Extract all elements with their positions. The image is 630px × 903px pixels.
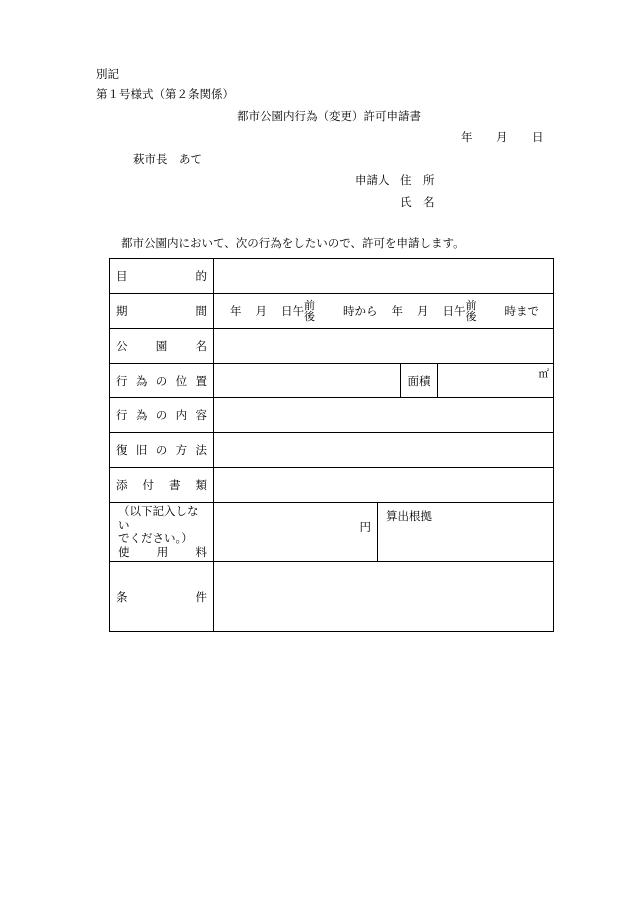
period-end-am: 前 (465, 299, 477, 312)
yen-unit: 円 (359, 520, 371, 534)
fee-basis-label: 算出根拠 (386, 509, 432, 523)
date-month-label: 月 (496, 130, 508, 144)
row-purpose (110, 259, 554, 294)
park-name-label-char: 公 (116, 339, 128, 353)
period-label-char: 間 (195, 304, 207, 318)
appendix-label: 別記 (96, 67, 119, 81)
fee-label-char: 使 (118, 544, 130, 559)
location-label-cell (110, 364, 214, 398)
content-label-char: 行 (116, 408, 128, 422)
fee-label-char: 用 (156, 544, 169, 559)
park-name-label-char: 名 (195, 339, 207, 353)
area-label: 面積 (401, 364, 438, 398)
date-day-label: 日 (532, 130, 544, 144)
period-end-pm: 後 (465, 310, 477, 323)
park-name-label-char: 園 (155, 339, 168, 353)
park-name-field[interactable] (214, 329, 554, 364)
area-field[interactable] (438, 364, 554, 398)
restoration-label-cell (110, 433, 214, 468)
location-label-char: 置 (195, 373, 207, 388)
period-end-year: 年 (391, 304, 403, 318)
attachments-field[interactable] (214, 468, 554, 503)
restoration-label-char: 復 (116, 443, 128, 457)
content-label-char: 為 (135, 408, 148, 422)
conditions-label-char: 件 (195, 589, 207, 604)
attachments-label-char: 付 (142, 478, 154, 492)
period-end-ampm-prefix: 午 (454, 304, 466, 318)
period-start-ampm (304, 300, 315, 322)
location-label-char: 為 (135, 373, 148, 388)
form-number: 第１号様式（第２条関係） (96, 87, 234, 101)
date-year-label: 年 (461, 130, 473, 144)
period-start-year: 年 (230, 304, 242, 318)
purpose-label-cell (110, 259, 214, 294)
name-label: 氏 名 (400, 195, 435, 209)
period-from-label: 時から (343, 304, 378, 318)
attachments-label-cell (110, 468, 214, 503)
applicant-label: 申請人 (355, 173, 390, 187)
row-conditions (110, 562, 554, 632)
fee-label-char: 料 (195, 544, 207, 559)
restoration-label-char: 法 (195, 443, 207, 457)
period-label-char: 期 (116, 304, 128, 318)
row-fee (110, 503, 554, 562)
purpose-label-char: 的 (195, 269, 207, 283)
form-title: 都市公園内行為（変更）許可申請書 (237, 109, 421, 123)
row-location (110, 364, 554, 398)
fee-amount-field[interactable] (214, 503, 378, 562)
period-start-pm: 後 (304, 310, 315, 323)
conditions-field[interactable] (214, 562, 554, 632)
fee-note-line-2: でください。） (118, 531, 193, 545)
location-label-char: の (155, 373, 168, 388)
period-end-ampm (466, 300, 477, 322)
conditions-label-cell (110, 562, 214, 632)
purpose-label-char: 目 (116, 269, 128, 283)
restoration-label-char: の (155, 443, 168, 457)
row-period (110, 294, 554, 329)
content-label-char: 容 (195, 408, 207, 422)
conditions-label-char: 条 (116, 589, 128, 604)
period-start-ampm-prefix: 午 (292, 304, 304, 318)
row-park-name (110, 329, 554, 364)
attachments-label-char: 添 (116, 478, 128, 492)
period-end-month: 月 (417, 304, 429, 318)
fee-note-line-1: （以下記入しない (118, 504, 199, 532)
restoration-field[interactable] (214, 433, 554, 468)
row-attachments (110, 468, 554, 503)
location-label-char: 行 (116, 373, 128, 388)
period-start-am: 前 (304, 299, 315, 312)
attachments-label-char: 書 (169, 478, 181, 492)
content-label-char: の (155, 408, 168, 422)
restoration-label-char: 方 (175, 443, 188, 457)
period-until-label: 時まで (504, 304, 539, 318)
content-label-cell (110, 398, 214, 433)
address-label: 住 所 (400, 173, 435, 187)
intro-text: 都市公園内において、次の行為をしたいので、許可を申請します。 (121, 236, 465, 250)
location-label-char: 位 (175, 373, 188, 388)
row-restoration (110, 433, 554, 468)
attachments-label-char: 類 (195, 478, 207, 492)
content-field[interactable] (214, 398, 554, 433)
purpose-field[interactable] (214, 259, 554, 294)
location-field[interactable] (214, 364, 401, 398)
restoration-label-char: 旧 (135, 443, 148, 457)
application-table (109, 258, 554, 632)
addressee: 萩市長 あて (133, 152, 202, 166)
fee-label-cell (110, 503, 214, 562)
fee-basis-field[interactable] (378, 503, 554, 562)
row-content (110, 398, 554, 433)
period-label-cell (110, 294, 214, 329)
period-start-day: 日 (281, 304, 293, 318)
park-name-label-cell (110, 329, 214, 364)
period-start-month: 月 (255, 304, 267, 318)
period-end-day: 日 (442, 304, 454, 318)
period-field[interactable] (214, 294, 554, 329)
content-label-char: 内 (175, 408, 188, 422)
square-meter-unit: ㎡ (538, 367, 549, 380)
